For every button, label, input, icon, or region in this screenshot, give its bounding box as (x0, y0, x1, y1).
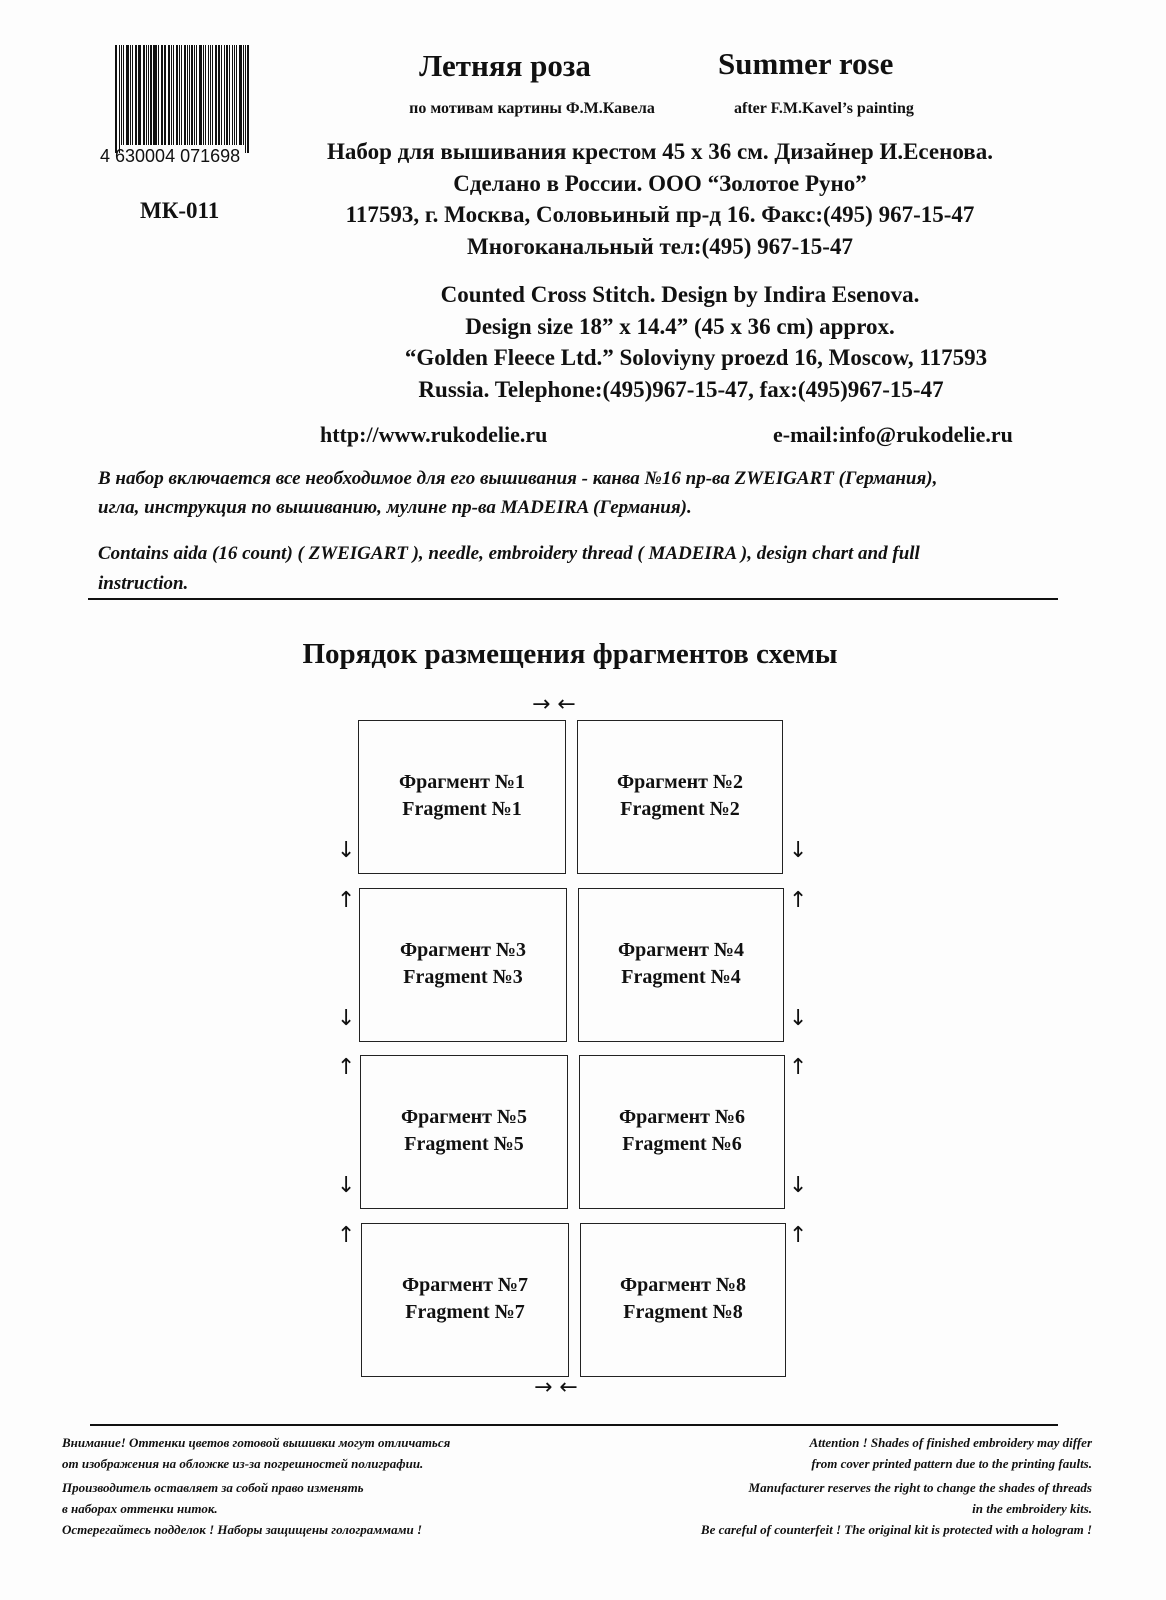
fragment-label-ru: Фрагмент №3 (399, 939, 527, 961)
title-ru: Летняя роза (419, 48, 591, 83)
fragment-label-ru: Фрагмент №2 (616, 771, 744, 793)
barcode-bar (173, 45, 174, 145)
website-link[interactable]: http://www.rukodelie.ru (320, 422, 548, 447)
product-code: МК-011 (140, 198, 220, 223)
footer-en-line: in the embroidery kits. (972, 1501, 1092, 1516)
barcode-bar (236, 45, 237, 145)
barcode-bar (150, 45, 152, 145)
fragment-label-en: Fragment №4 (621, 966, 741, 988)
arrow-up-icon: ↑ (337, 1055, 356, 1080)
info-ru-line: Многоканальный тел:(495) 967-15-47 (467, 234, 853, 259)
footer-en-line: Be careful of counterfeit ! The original kit is protected with a hologram ! (700, 1522, 1092, 1537)
barcode-bar (234, 45, 235, 145)
barcode-bar (205, 45, 206, 145)
footer-en-line: from cover printed pattern due to the printing faults. (811, 1456, 1092, 1471)
arrow-up-icon: ↑ (337, 1223, 356, 1248)
footer-ru-line: в наборах оттенки ниток. (62, 1501, 218, 1516)
footer-en-line: Manufacturer reserves the right to change the shades of threads (748, 1480, 1092, 1495)
barcode-bar (164, 45, 166, 145)
fragment-label-ru: Фрагмент №4 (617, 939, 745, 961)
barcode-bar (224, 45, 225, 145)
arrow-up-icon: ↑ (789, 1223, 808, 1248)
fragment-label-ru: Фрагмент №6 (618, 1106, 746, 1128)
subtitle-ru: по мотивам картины Ф.М.Кавела (409, 100, 655, 117)
divider (88, 598, 1058, 600)
contents-ru-line: игла, инструкция по вышиванию, мулине пр-ва MADEIRA (Германия). (98, 497, 692, 518)
info-ru-line: Набор для вышивания крестом 45 х 36 см. Дизайнер И.Есенова. (327, 139, 993, 164)
barcode-bar (210, 45, 211, 145)
barcode-bar (208, 45, 209, 145)
barcode-bar (221, 45, 222, 145)
divider (90, 1424, 1058, 1426)
inward-arrows-icon: → ← (534, 1375, 578, 1400)
barcode-bar (239, 45, 242, 145)
barcode-bar (212, 45, 213, 145)
barcode-bar (199, 45, 202, 145)
footer-en-line: Attention ! Shades of finished embroidery may differ (809, 1435, 1092, 1450)
footer-ru-line: Остерегайтесь подделок ! Наборы защищены голограммами ! (62, 1522, 423, 1537)
fragment-box (577, 720, 783, 874)
info-en-line: Design size 18” x 14.4” (45 x 36 cm) approx. (465, 314, 895, 339)
info-ru-line: Сделано в России. ООО “Золотое Руно” (453, 171, 867, 196)
fragment-box (360, 1055, 568, 1209)
barcode (115, 45, 250, 145)
barcode-bar (243, 45, 244, 145)
fragment-label-ru: Фрагмент №5 (400, 1106, 528, 1128)
barcode-bar (247, 45, 249, 153)
barcode-bar (136, 45, 137, 145)
barcode-bar (179, 45, 180, 145)
footer-ru-line: Производитель оставляет за собой право изменять (62, 1480, 364, 1495)
barcode-bar (245, 45, 246, 153)
barcode-bar (203, 45, 205, 145)
barcode-bar (153, 45, 156, 145)
barcode-bar (218, 45, 221, 145)
title-en: Summer rose (718, 46, 894, 81)
arrow-down-icon: ↓ (789, 1173, 808, 1198)
fragment-box (358, 720, 566, 874)
fragment-box (579, 1055, 785, 1209)
barcode-bar (115, 45, 117, 153)
barcode-bar (161, 45, 162, 145)
fragment-label-ru: Фрагмент №7 (401, 1274, 529, 1296)
barcode-bar (184, 45, 186, 145)
arrow-up-icon: ↑ (789, 1055, 808, 1080)
fragment-label-en: Fragment №5 (404, 1133, 524, 1155)
email-link[interactable]: e-mail:info@rukodelie.ru (773, 422, 1013, 447)
fragment-label-en: Fragment №8 (623, 1301, 743, 1323)
barcode-bar (226, 45, 228, 145)
inward-arrows-icon: → ← (532, 692, 576, 717)
barcode-bar (135, 45, 136, 145)
barcode-bar (229, 45, 231, 145)
footer-ru-line: от изображения на обложке из-за погрешностей полиграфии. (62, 1456, 424, 1471)
fragment-box (361, 1223, 569, 1377)
arrow-down-icon: ↓ (789, 1006, 808, 1031)
contents-en-line: Contains aida (16 count) ( ZWEIGART ), needle, embroidery thread ( MADEIRA ), design chart and full (98, 543, 920, 564)
barcode-digits: 4 630004 071698 (100, 146, 241, 166)
info-en-line: Counted Cross Stitch. Design by Indira Esenova. (440, 282, 920, 307)
fragment-box (580, 1223, 786, 1377)
arrow-up-icon: ↑ (789, 888, 808, 913)
barcode-bar (132, 45, 133, 145)
barcode-bar (168, 45, 170, 145)
arrow-down-icon: ↓ (337, 838, 356, 863)
barcode-bar (181, 45, 182, 145)
barcode-bar (171, 45, 172, 145)
barcode-bar (121, 45, 122, 145)
footer-ru-line: Внимание! Оттенки цветов готовой вышивки могут отличаться (62, 1435, 451, 1450)
fragment-box (359, 888, 567, 1042)
barcode-bar (158, 45, 159, 145)
barcode-bar (176, 45, 179, 145)
barcode-bar (196, 45, 197, 145)
arrow-down-icon: ↓ (337, 1006, 356, 1031)
barcode-bar (123, 45, 125, 145)
subtitle-en: after F.M.Kavel’s painting (734, 100, 914, 117)
fragment-label-en: Fragment №6 (622, 1133, 742, 1155)
barcode-bar (215, 45, 217, 145)
fragment-label-ru: Фрагмент №1 (398, 771, 526, 793)
barcode-bar (119, 45, 120, 153)
fragment-box (578, 888, 784, 1042)
barcode-bar (143, 45, 145, 145)
info-en-line: Russia. Telephone:(495)967-15-47, fax:(495)967-15-47 (418, 377, 944, 402)
footer-en (701, 1432, 1092, 1540)
arrow-up-icon: ↑ (337, 888, 356, 913)
barcode-bar (187, 45, 188, 145)
barcode-bar (146, 45, 147, 145)
fragment-label-en: Fragment №7 (405, 1301, 525, 1323)
info-ru-line: 117593, г. Москва, Соловьиный пр-д 16. Факс:(495) 967-15-47 (345, 202, 975, 227)
barcode-bar (126, 45, 129, 145)
contents-ru-line: В набор включается все необходимое для его вышивания - канва №16 пр-ва ZWEIGART (Германия), (98, 468, 938, 489)
barcode-bar (148, 45, 149, 145)
contents-en-line: instruction. (98, 573, 189, 594)
fragment-label-en: Fragment №1 (402, 798, 522, 820)
barcode-bar (130, 45, 131, 145)
fragment-label-en: Fragment №2 (620, 798, 740, 820)
barcode-bar (194, 45, 195, 145)
barcode-bar (162, 45, 163, 145)
fragment-label-ru: Фрагмент №8 (619, 1274, 747, 1296)
layout-heading: Порядок размещения фрагментов схемы (302, 638, 838, 670)
barcode-bar (189, 45, 190, 145)
footer-ru (62, 1432, 450, 1540)
arrow-down-icon: ↓ (789, 838, 808, 863)
arrow-down-icon: ↓ (337, 1173, 356, 1198)
barcode-bar (232, 45, 233, 145)
fragment-label-en: Fragment №3 (403, 966, 523, 988)
barcode-bar (191, 45, 193, 145)
barcode-bar (138, 45, 141, 145)
info-en-line: “Golden Fleece Ltd.” Soloviyny proezd 16, Moscow, 117593 (404, 345, 988, 370)
